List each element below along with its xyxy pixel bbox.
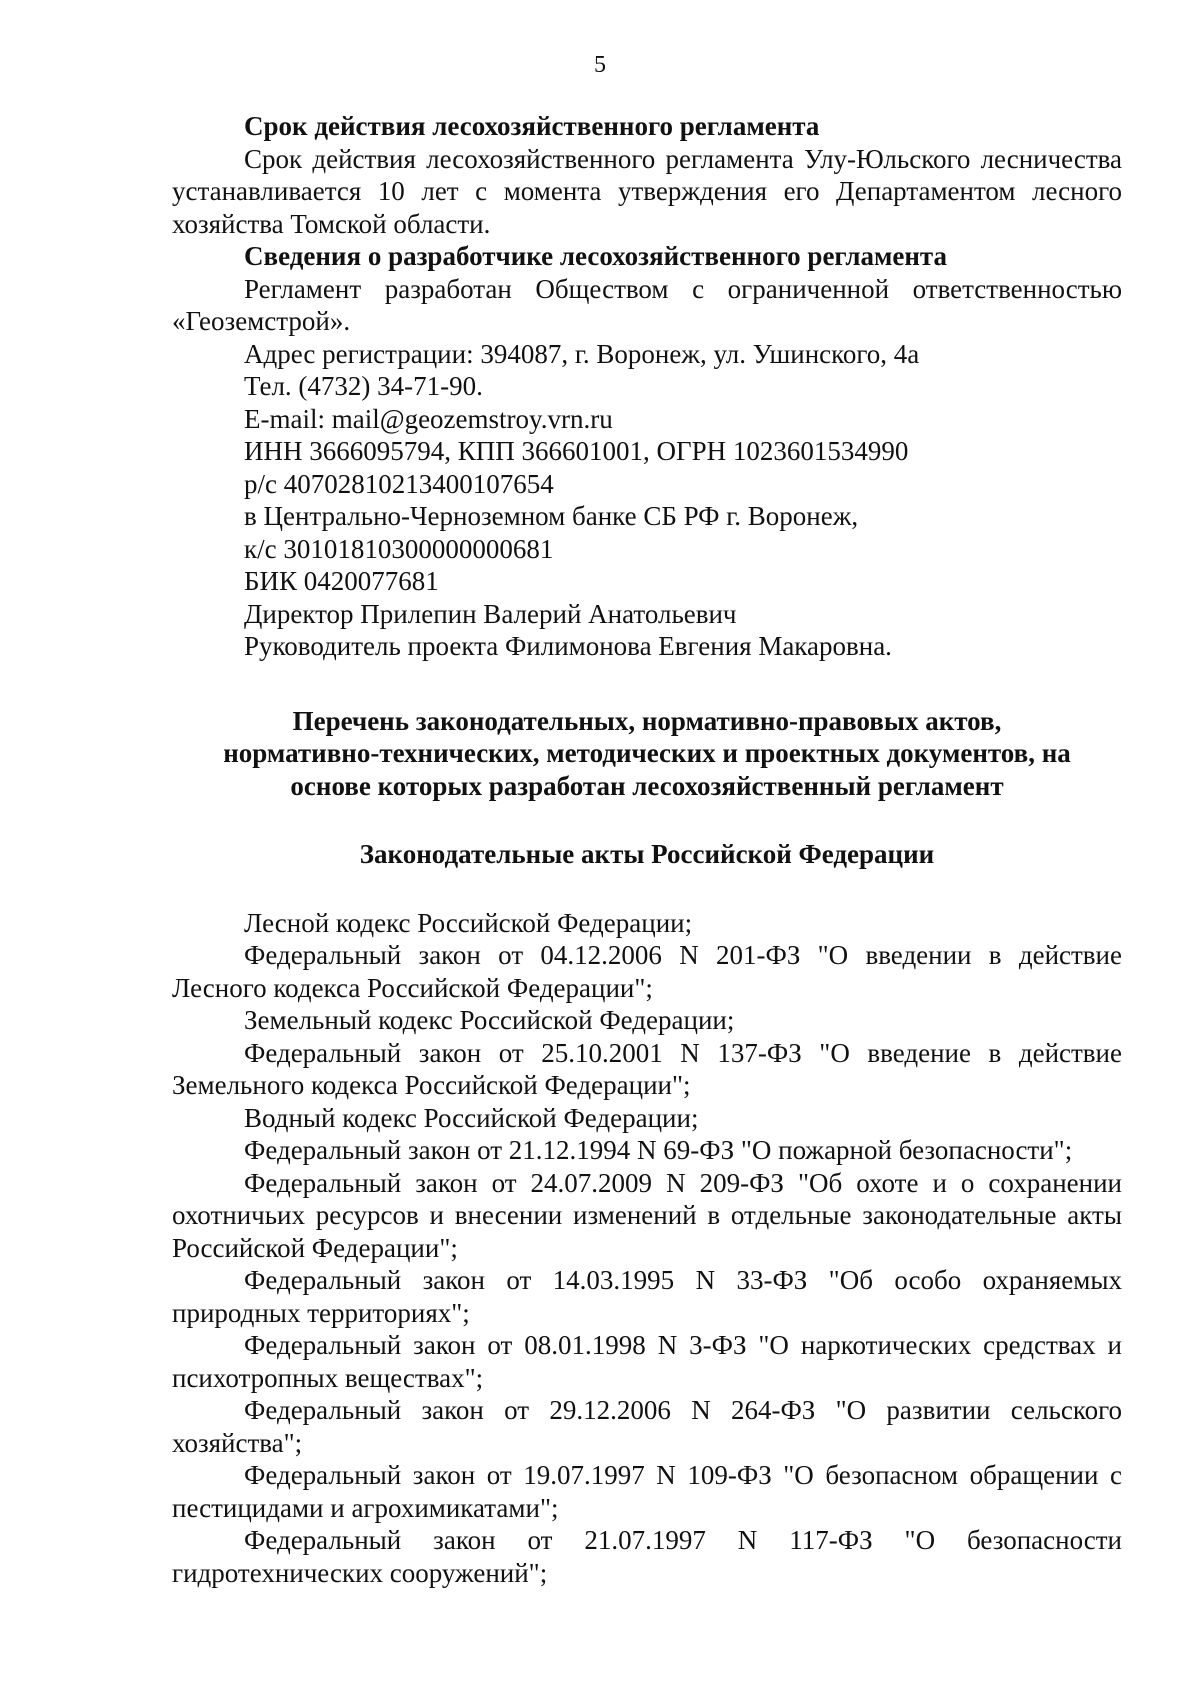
law-item: Лесной кодекс Российской Федерации;	[244, 907, 693, 938]
validity-heading: Срок действия лесохозяйственного регламента	[244, 111, 820, 141]
developer-director: Директор Прилепин Валерий Анатольевич	[244, 598, 737, 629]
developer-tax-ids: ИНН 3666095794, КПП 366601001, ОГРН 1023601534990	[244, 436, 909, 466]
law-item: Федеральный закон от 08.01.1998 N 3-ФЗ "О наркотических средствах и психотропных веществах";	[172, 1330, 1122, 1393]
section-spacer	[172, 663, 1122, 705]
developer-bik: БИК 0420077681	[244, 566, 439, 596]
developer-account: р/с 40702810213400107654	[244, 468, 554, 499]
page-number: 5	[594, 52, 606, 78]
list-title-line-3: основе которых разработан лесохозяйственный регламент	[290, 770, 1004, 801]
list-title-line-2: нормативно-технических, методических и проектных документов, на	[223, 738, 1071, 768]
federal-acts-heading: Законодательные акты Российской Федерации	[359, 839, 935, 869]
law-item: Земельный кодекс Российской Федерации;	[244, 1005, 735, 1035]
developer-heading: Сведения о разработчике лесохозяйственного регламента	[244, 241, 947, 271]
section-spacer	[172, 802, 1122, 838]
law-item: Федеральный закон от 29.12.2006 N 264-ФЗ "О развитии сельского хозяйства";	[172, 1395, 1122, 1458]
developer-email: E-mail: mail@geozemstroy.vrn.ru	[244, 403, 613, 434]
law-item: Водный кодекс Российской Федерации;	[244, 1102, 699, 1133]
law-item: Федеральный закон от 19.07.1997 N 109-ФЗ "О безопасном обращении с пестицидами и агрохимикатами";	[172, 1460, 1122, 1523]
developer-project-lead: Руководитель проекта Филимонова Евгения Макаровна.	[244, 631, 892, 661]
page-content	[172, 110, 1122, 1589]
law-item: Федеральный закон от 04.12.2006 N 201-ФЗ "О введении в действие Лесного кодекса Российской Федерации";	[172, 940, 1122, 1003]
developer-bank: в Центрально-Черноземном банке СБ РФ г. Воронеж,	[244, 501, 859, 531]
law-item: Федеральный закон от 25.10.2001 N 137-ФЗ "О введение в действие Земельного кодекса Российской Федерации";	[172, 1037, 1122, 1100]
section-spacer	[172, 871, 1122, 907]
validity-text: Срок действия лесохозяйственного регламента Улу-Юльского лесничества устанавливается 10 лет с момента утверждения его Департаментом лесного хозяйства Томской области.	[172, 143, 1122, 239]
law-item: Федеральный закон от 14.03.1995 N 33-ФЗ "Об особо охраняемых природных территориях";	[172, 1265, 1122, 1328]
developer-address: Адрес регистрации: 394087, г. Воронеж, ул. Ушинского, 4а	[244, 338, 920, 369]
law-item: Федеральный закон от 24.07.2009 N 209-ФЗ "Об охоте и о сохранении охотничьих ресурсов и внесении изменений в отдельные законодательные акты Российской Федерации";	[172, 1167, 1122, 1263]
developer-phone: Тел. (4732) 34-71-90.	[244, 371, 483, 401]
law-item: Федеральный закон от 21.12.1994 N 69-ФЗ "О пожарной безопасности";	[244, 1135, 1073, 1165]
developer-corr-account: к/с 30101810300000000681	[244, 533, 554, 564]
law-item: Федеральный закон от 21.07.1997 N 117-ФЗ "О безопасности гидротехнических сооружений";	[172, 1525, 1122, 1588]
developer-intro: Регламент разработан Обществом с ограниченной ответственностью «Геоземстрой».	[172, 273, 1122, 336]
list-title-line-1: Перечень законодательных, нормативно-правовых актов,	[292, 705, 1002, 736]
